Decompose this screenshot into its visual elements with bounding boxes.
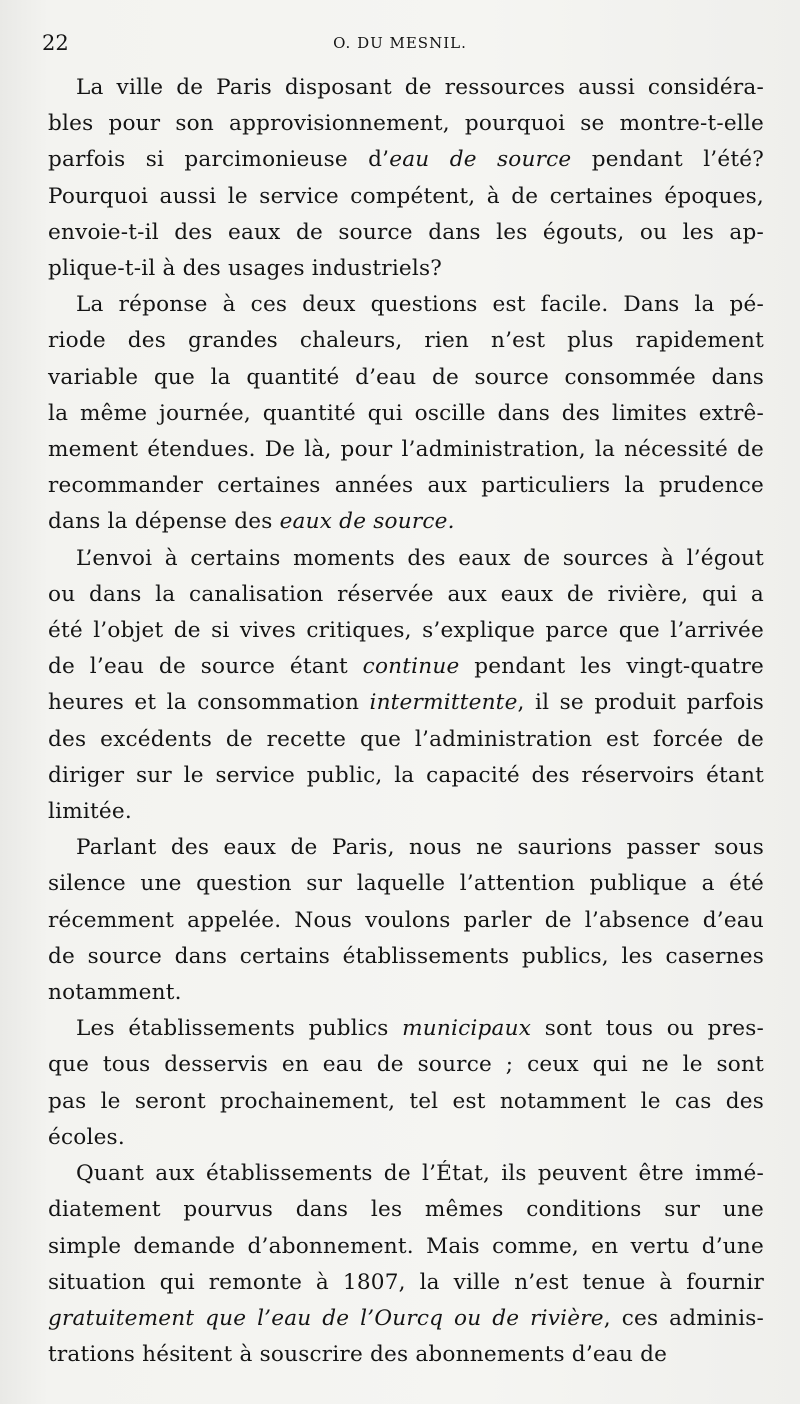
italic-text: eau de source <box>389 147 572 173</box>
text-run: récemment appelée. Nous voulons parler de l’absence d’eau <box>48 907 764 933</box>
text-run: trations hésitent à souscrire des abonnements d’eau de <box>48 1342 668 1368</box>
paragraph <box>48 70 764 287</box>
text-run: L’envoi à certains moments des eaux de sources à l’égout <box>76 545 764 571</box>
text-line <box>48 468 764 504</box>
paragraph <box>48 1011 764 1156</box>
text-run: recommander certaines années aux particuliers la prudence <box>48 473 764 499</box>
text-line <box>48 70 764 106</box>
text-run: riode des grandes chaleurs, rien n’est plus rapidement <box>48 328 764 354</box>
text-run: des excédents de recette que l’administration est forcée de <box>48 726 764 752</box>
text-run: dans la dépense des <box>48 509 280 535</box>
text-run: sont tous ou pres- <box>531 1016 764 1042</box>
text-line <box>48 1229 764 1265</box>
text-line <box>48 685 764 721</box>
italic-text: eaux de source. <box>279 509 455 535</box>
text-run: variable que la quantité d’eau de source consommée dans <box>48 364 764 390</box>
text-line <box>48 1265 764 1301</box>
text-line <box>48 396 764 432</box>
text-run: La réponse à ces deux questions est facile. Dans la pé- <box>76 292 764 318</box>
text-line <box>48 360 764 396</box>
text-line <box>48 323 764 359</box>
text-run: parfois si parcimonieuse d’ <box>48 147 390 173</box>
text-line <box>48 287 764 323</box>
text-run: de source dans certains établissements publics, les casernes <box>48 943 764 969</box>
body-text <box>48 70 764 1373</box>
text-line <box>48 722 764 758</box>
text-line <box>48 179 764 215</box>
italic-text: intermittente <box>369 690 518 716</box>
text-run: La ville de Paris disposant de ressources aussi considéra- <box>76 75 764 100</box>
text-run: la même journée, quantité qui oscille dans des limites extrê- <box>48 400 764 426</box>
text-run: diriger sur le service public, la capacité des réservoirs étant <box>48 762 764 788</box>
text-run: écoles. <box>48 1124 125 1150</box>
text-line <box>48 1011 764 1047</box>
running-head <box>40 30 760 58</box>
text-line <box>48 1047 764 1083</box>
paragraph <box>48 830 764 1011</box>
text-run: mement étendues. De là, pour l’administration, la nécessité de <box>48 437 764 463</box>
text-run: envoie-t-il des eaux de source dans les égouts, ou les ap- <box>48 219 764 245</box>
text-line <box>48 577 764 613</box>
running-title: O. DU MESNIL. <box>333 34 467 52</box>
text-run: que tous desservis en eau de source ; ceux qui ne le sont <box>48 1052 764 1078</box>
text-line <box>48 830 764 866</box>
text-run: pendant l’été? <box>571 147 764 173</box>
italic-text: gratuitement que l’eau de l’Ourcq ou de rivière <box>48 1305 604 1331</box>
text-line <box>48 504 764 540</box>
text-run: , il se produit parfois <box>517 690 764 716</box>
text-run: limitée. <box>48 799 132 825</box>
text-line <box>48 975 764 1011</box>
page-number: 22 <box>42 31 69 55</box>
text-run: notamment. <box>48 980 182 1006</box>
text-line <box>48 1120 764 1156</box>
text-run: plique-t-il à des usages industriels? <box>48 256 443 282</box>
text-line <box>48 903 764 939</box>
text-line <box>48 1156 764 1192</box>
text-run: simple demande d’abonnement. Mais comme, en vertu d’une <box>48 1233 764 1259</box>
paragraph <box>48 1156 764 1373</box>
text-run: , ces adminis- <box>603 1305 764 1331</box>
italic-text: municipaux <box>402 1016 532 1042</box>
text-run: de l’eau de source étant <box>48 654 363 680</box>
text-line <box>48 1084 764 1120</box>
text-run: heures et la consommation <box>48 690 370 716</box>
text-line <box>48 251 764 287</box>
paragraph <box>48 287 764 540</box>
text-run: ou dans la canalisation réservée aux eaux de rivière, qui a <box>48 581 764 607</box>
text-line <box>48 939 764 975</box>
text-run: Quant aux établissements de l’État, ils peuvent être immé- <box>76 1161 764 1187</box>
text-line <box>48 794 764 830</box>
text-line <box>48 432 764 468</box>
text-line <box>48 1192 764 1228</box>
paragraph <box>48 541 764 831</box>
text-line <box>48 1301 764 1337</box>
text-run: pendant les vingt-quatre <box>459 654 764 680</box>
text-line <box>48 866 764 902</box>
text-line <box>48 649 764 685</box>
text-run: pas le seront prochainement, tel est notamment le cas des <box>48 1088 764 1114</box>
text-run: Les établissements publics <box>76 1016 403 1042</box>
text-line <box>48 1337 764 1373</box>
italic-text: continue <box>362 654 460 680</box>
text-run: situation qui remonte à 1807, la ville n’est tenue à fournir <box>48 1269 764 1295</box>
text-run: diatement pourvus dans les mêmes conditions sur une <box>48 1197 764 1223</box>
text-line <box>48 215 764 251</box>
text-run: silence une question sur laquelle l’attention publique a été <box>48 871 764 897</box>
text-run: Parlant des eaux de Paris, nous ne saurions passer sous <box>76 835 764 861</box>
text-run: Pourquoi aussi le service compétent, à de certaines époques, <box>48 183 764 209</box>
text-line <box>48 758 764 794</box>
text-line <box>48 142 764 178</box>
text-line <box>48 106 764 142</box>
text-run: été l’objet de si vives critiques, s’explique parce que l’arrivée <box>48 618 764 644</box>
text-line <box>48 613 764 649</box>
text-run: bles pour son approvisionnement, pourquoi se montre-t-elle <box>48 111 764 137</box>
text-line <box>48 541 764 577</box>
